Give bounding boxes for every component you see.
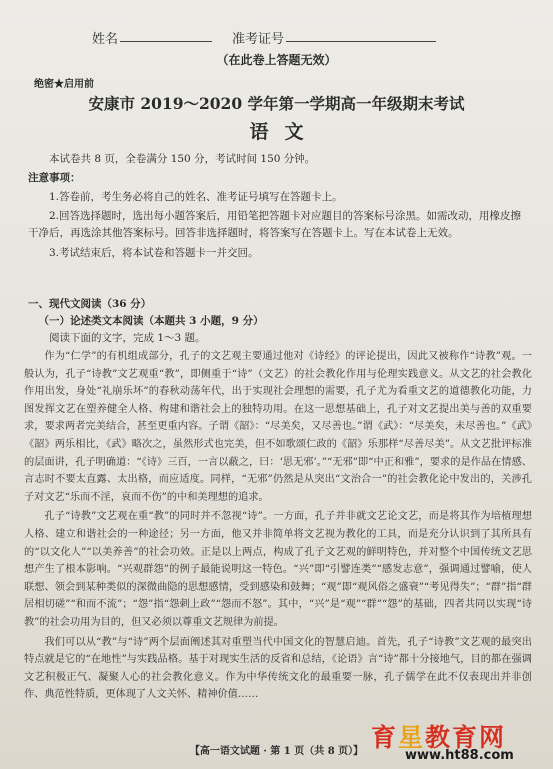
note-item: 1.答卷前，考生务必将自己的姓名、准考证号填写在答题卡上。 <box>49 191 343 203</box>
id-label: 准考证号 <box>232 32 285 47</box>
exam-title: 安康市 2019～2020 学年第一学期高一年级期末考试 <box>88 94 465 113</box>
name-label: 姓名 <box>92 32 119 47</box>
id-field[interactable] <box>286 28 436 42</box>
passage-paragraph: 孔子“诗教”文艺观在重“教”的同时并不忽视“诗”。一方面，孔子并非就文艺论文艺，而是将其作为培植理想人格、建立和谐社会的一种途径；另一方面，他又并非简单将文艺视为教化的工具，而是充分认识到了其所具有的“以文化人”“以美养善”的社会功效。正是以上两点，构成了孔子文艺观的鲜明特色，并对整个中国传统文艺思想产生了根本影响。“兴观群怨”的例子最能说明这一特色。“兴”即“引譬连类”“感发志意”，强调通过譬喻，使人联想、领会到某种类似的深微曲隐的思想感情，受到感染和鼓舞；“观”即“观风俗之盛衰”“考见得失”；“群”指“群居相切磋”“和而不流”；“怨”指“怨刺上政”“怨而不怒”。其中，“兴”是“观”“群”“怨”的基础，四者共同以实现“诗教”的社会功用为目的，但又必须以尊重文艺规律为前提。 <box>24 511 532 628</box>
answer-invalid-notice: （在此卷上答题无效） <box>216 53 337 67</box>
passage-paragraph: 作为“仁学”的有机组成部分，孔子的文艺观主要通过他对《诗经》的评论提出，因此又被称作“诗教”观。一般认为，孔子“诗教”文艺观重“教”，即侧重于“诗”（文艺）的社会教化作用与伦理实践意义。从文艺的社会教化作用出发，身处“礼崩乐坏”的春秋动荡年代，出于实现社会理想的需要，孔子尤为看重文艺的道德教化功能，力图发挥文艺在塑养健全人格、构建和谐社会上的独特功用。在这一思想基础上，孔子对文艺提出美与善的双重要求，要求两者完美结合，甚至更重内容。子谓《韶》：“尽美矣，又尽善也。”谓《武》：“尽美矣，未尽善也。”《武》《韶》两乐相比，《武》略次之，虽然形式也完美，但不如歌颂仁政的《韶》乐那样“尽善尽美”。从文艺批评标准的层面讲，孔子明确道：“《诗》三百，一言以蔽之，曰：‘思无邪’。”“无邪”即“中正和雅”，要求的是作品在情感、言志时不要太直露、太出格，而应适度。同样，“无邪”仍然是从突出“文治合一”的社会教化论中发出的，关涉孔子对文艺“乐而不淫，哀而不伤”的中和美理想的追求。 <box>24 351 532 503</box>
section-block <box>28 296 538 347</box>
page-footer: 【高一语文试题 · 第 1 页（共 8 页）】 <box>189 746 364 757</box>
section-instruction: 阅读下面的文字，完成 1～3 题。 <box>49 332 206 344</box>
passage <box>24 348 532 704</box>
note-item: 2.回答选择题时，选出每小题答案后，用铅笔把答题卡对应题目的答案标号涂黑。如需改动，用橡皮擦干净后，再选涂其他答案标号。回答非选择题时，将答案写在答题卡上。写在本试卷上无效。 <box>28 210 522 239</box>
notes-block <box>28 170 528 262</box>
passage-paragraph: 我们可以从“教”与“诗”两个层面阐述其对重塑当代中国文化的智慧启迪。首先，孔子“诗教”文艺观的最突出特点就是它的“在地性”与实践品格。基于对现实生活的反省和总结，《论语》言“诗”都十分接地气，目的都在强调文艺积极正气、凝聚人心的社会教化意义。作为中华传统文化的最重要一脉，孔子儒学在此不仅表现出并非创作、典范性特质，更体现了人文关怀、精神价值…… <box>24 636 532 701</box>
subject-title: 语文 <box>249 121 320 143</box>
name-field[interactable] <box>120 28 212 42</box>
secret-label: 绝密★启用前 <box>34 79 94 90</box>
candidate-info-line <box>0 28 553 47</box>
note-item: 3.考试结束后，将本试卷和答题卡一并交回。 <box>49 247 259 259</box>
watermark-url: www.ht88.com <box>405 748 514 763</box>
exam-intro <box>28 151 528 168</box>
site-watermark <box>365 718 553 769</box>
intro-text: 本试卷共 8 页，全卷满分 150 分，考试时间 150 分钟。 <box>49 153 316 165</box>
watermark-logo: 育星教育网 <box>371 723 507 752</box>
section-heading: 一、现代文阅读（36 分） <box>28 298 152 310</box>
section-subheading: （一）论述类文本阅读（本题共 3 小题，9 分） <box>38 315 264 327</box>
notes-heading: 注意事项： <box>28 172 81 184</box>
